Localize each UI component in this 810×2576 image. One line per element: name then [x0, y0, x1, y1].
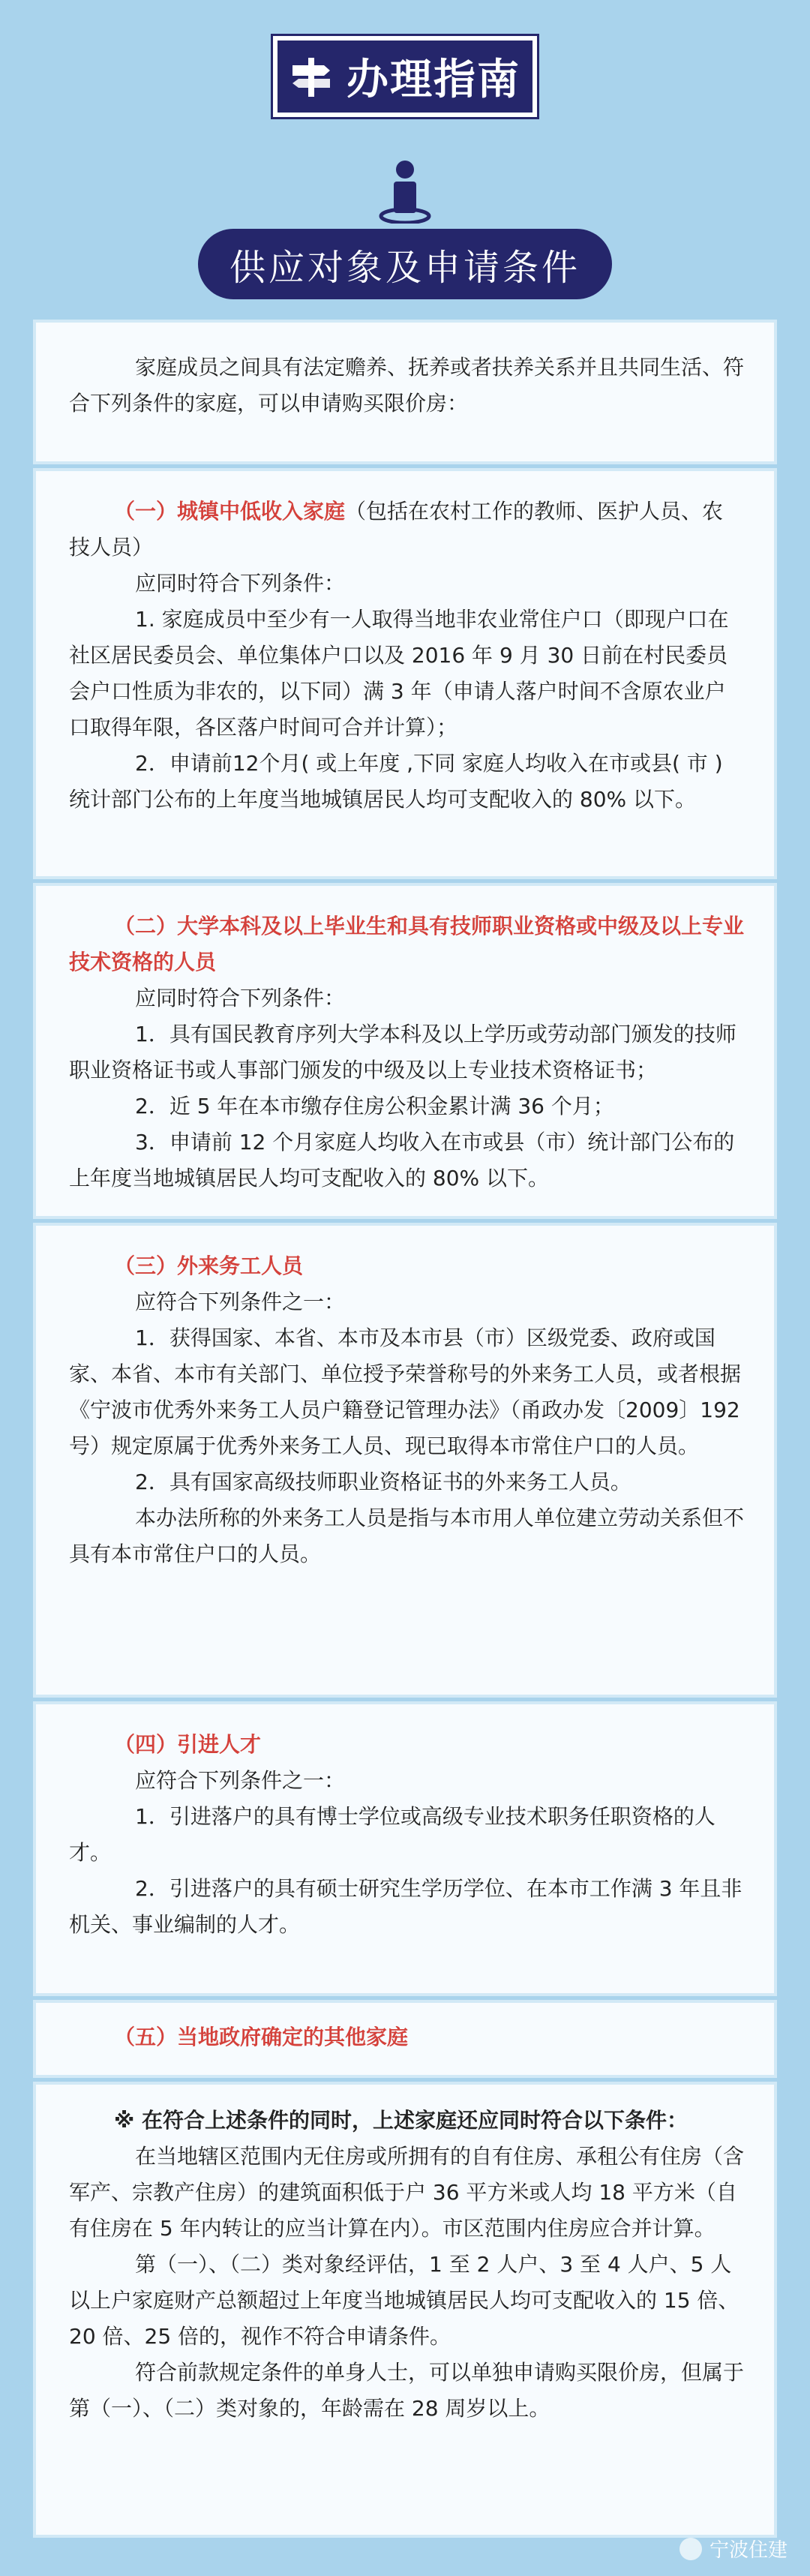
- section3-item-2: 2．具有国家高级技师职业资格证书的外来务工人员。: [135, 1470, 632, 1494]
- section3-item-1: 1．获得国家、本省、本市及本市县（市）区级党委、政府或国家、本省、本市有关部门、单位授予荣誉称号的外来务工人员，或者根据《宁波市优秀外来务工人员户籍登记管理办法》（甬政办发〔2009〕192 号）规定原属于优秀外来务工人员、现已取得本市常住户口的人员。: [69, 1326, 742, 1458]
- section1-item-1: 1. 家庭成员中至少有一人取得当地非农业常住户口（即现户口在社区居民委员会、单位集体户口以及 2016 年 9 月 30 日前在村民委员会户口性质为非农的，以下同）满 3 年（申请人落户时间不含原农业户口取得年限，各区落户时间可合并计算）；: [69, 607, 729, 740]
- header-title: 办理指南: [346, 56, 520, 104]
- section6-para-3: 符合前款规定条件的单身人士，可以单独申请购买限价房，但属于第（一）、（二）类对象的，年龄需在 28 周岁以上。: [69, 2360, 745, 2421]
- section1-heading-para: [69, 494, 744, 566]
- subtitle-bar: [198, 229, 612, 299]
- section6-para-1: 在当地辖区范围内无住房或所拥有的自有住房、承租公有住房（含军产、宗教产住房）的建筑面积低于户 36 平方米或人均 18 平方米（自有住房在 5 年内转让的应当计算在内）。市区范围内住房应合并计算。: [69, 2144, 745, 2241]
- section2-item-3: 3．申请前 12 个月家庭人均收入在市或县（市）统计部门公布的上年度当地城镇居民人均可支配收入的 80% 以下。: [69, 1130, 735, 1190]
- signpost-icon: [290, 55, 333, 98]
- section4-lead: 应符合下列条件之一：: [135, 1768, 346, 1793]
- section6-note: ※ 在符合上述条件的同时，上述家庭还应同时符合以下条件：: [114, 2108, 688, 2133]
- section3-item-3: 本办法所称的外来务工人员是指与本市用人单位建立劳动关系但不具有本市常住户口的人员。: [69, 1506, 745, 1566]
- intro-card: [36, 323, 774, 461]
- intro-text: 家庭成员之间具有法定赡养、抚养或者扶养关系并且共同生活、符合下列条件的家庭，可以申请购买限价房：: [69, 355, 745, 416]
- section5-heading: （五）当地政府确定的其他家庭: [114, 2025, 409, 2049]
- section3-card: [36, 1226, 774, 1695]
- section3-heading: （三）外来务工人员: [114, 1253, 304, 1278]
- section1-card: [36, 471, 774, 876]
- section1-heading-note: （包括在农村工作的教师、医护人员、农技人员）: [69, 499, 724, 560]
- watermark: [680, 2535, 788, 2562]
- watermark-text: 宁波住建: [709, 2539, 788, 2562]
- section2-heading: （二）大学本科及以上毕业生和具有技师职业资格或中级及以上专业技术资格的人员: [69, 914, 745, 974]
- section4-heading: （四）引进人才: [114, 1732, 262, 1757]
- subtitle-text: 供应对象及申请条件: [229, 246, 580, 289]
- section2-item-1: 1．具有国民教育序列大学本科及以上学历或劳动部门颁发的技师职业资格证书或人事部门颁发的中级及以上专业技术资格证书；: [69, 1022, 736, 1082]
- wechat-icon: [680, 2538, 702, 2560]
- section4-item-2: 2．引进落户的具有硕士研究生学历学位、在本市工作满 3 年且非机关、事业编制的人才。: [69, 1876, 742, 1937]
- section2-lead: 应同时符合下列条件：: [135, 986, 346, 1010]
- section1-item-2: 2．申请前12个月( 或上年度 ,下同 家庭人均收入在市或县( 市 ) 统计部门公布的上年度当地城镇居民人均可支配收入的 80% 以下。: [69, 751, 723, 812]
- header-banner: [273, 36, 537, 117]
- section6-para-2: 第（一）、（二）类对象经评估，1 至 2 人户、3 至 4 人户、5 人以上户家庭财产总额超过上年度当地城镇居民人均可支配收入的 15 倍、20 倍、25 倍的，视作不符合申请条件。: [69, 2252, 740, 2349]
- section2-card: [36, 886, 774, 1216]
- section4-card: [36, 1704, 774, 1993]
- section5-card: [36, 2003, 774, 2075]
- section4-item-1: 1．引进落户的具有博士学位或高级专业技术职务任职资格的人才。: [69, 1804, 716, 1865]
- section1-heading: （一）城镇中低收入家庭: [114, 499, 346, 524]
- section1-lead: 应同时符合下列条件：: [135, 571, 346, 596]
- section2-item-2: 2．近 5 年在本市缴存住房公积金累计满 36 个月；: [135, 1094, 614, 1118]
- person-icon: [379, 159, 431, 224]
- section3-lead: 应符合下列条件之一：: [135, 1290, 346, 1314]
- section6-card: [36, 2085, 774, 2535]
